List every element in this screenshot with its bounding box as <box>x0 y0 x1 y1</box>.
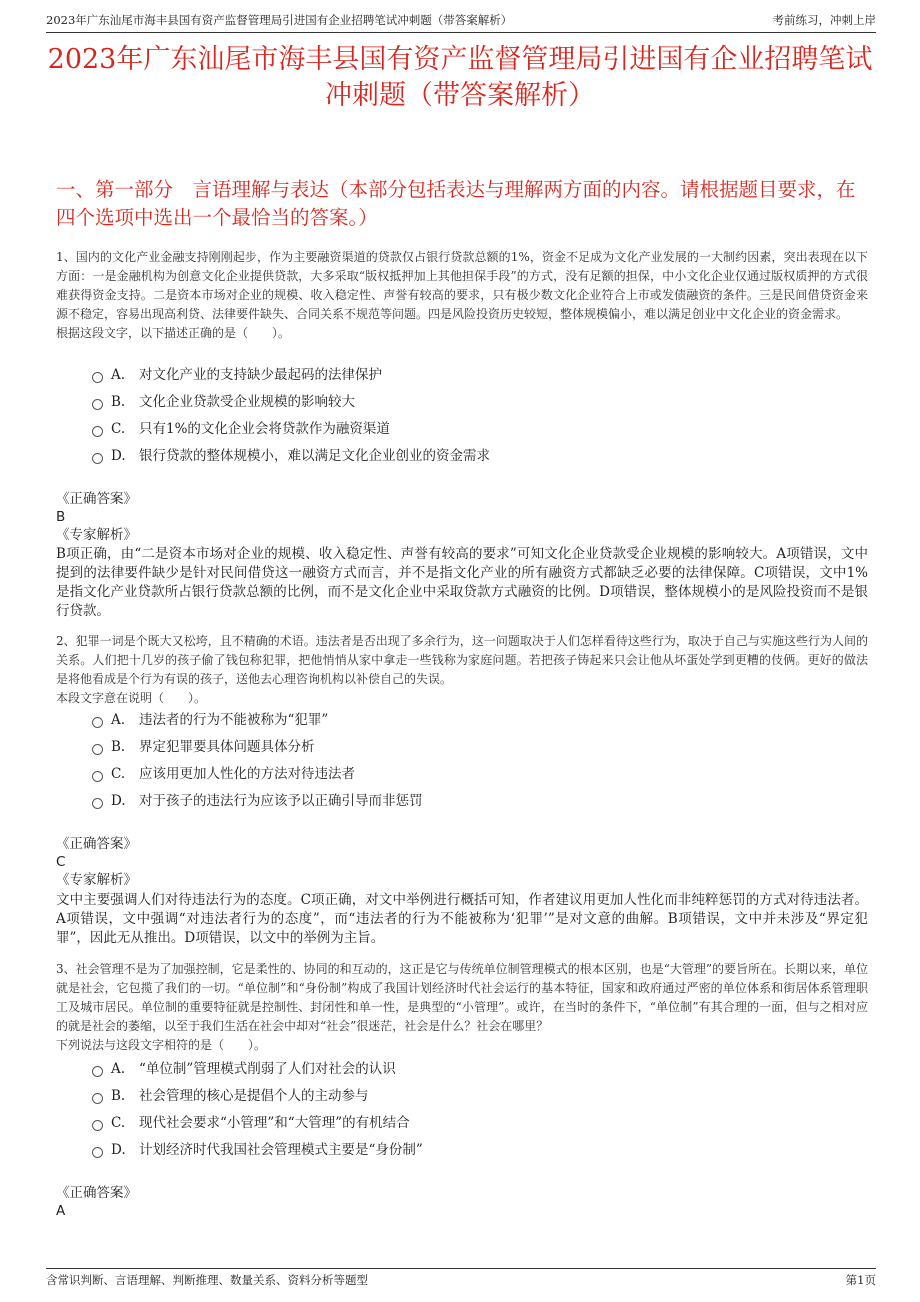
explanation-label: 《专家解析》 <box>56 527 137 543</box>
option-b[interactable]: B. 文化企业贷款受企业规模的影响较大 <box>92 391 490 418</box>
question-prompt: 本段文字意在说明（ ）。 <box>56 691 207 705</box>
option-c[interactable]: C. 现代社会要求“小管理”和“大管理”的有机结合 <box>92 1112 423 1139</box>
radio-icon[interactable] <box>92 1120 103 1131</box>
option-a[interactable]: A. 对文化产业的支持缺少最起码的法律保护 <box>92 364 490 391</box>
radio-icon[interactable] <box>92 771 103 782</box>
question-stem: 2、犯罪一词是个既大又松垮，且不精确的术语。违法者是否出现了多余行为，这一问题取决于人们怎样看待这些行为，取决于自己与实施这些行为人间的关系。人们把十几岁的孩子偷了钱包称犯罪，把他悄悄从家中拿走一些钱称为家庭问题。若把孩子铸起来只会让他从坏蛋处学到更糟的伎俩。更好的做法是将他看成是个行为有误的孩子，送他去心理咨询机构以补偿自己的失误。 <box>56 634 868 686</box>
header-slogan: 考前练习，冲刺上岸 <box>772 13 876 27</box>
answer-value: A <box>56 1203 66 1219</box>
page-footer <box>46 1268 876 1291</box>
options-group-1 <box>92 364 490 472</box>
question-3 <box>56 960 868 1055</box>
answer-value: C <box>56 854 66 870</box>
radio-icon[interactable] <box>92 717 103 728</box>
page-number: 第1页 <box>845 1273 876 1287</box>
answer-block-3 <box>56 1184 868 1220</box>
radio-icon[interactable] <box>92 399 103 410</box>
question-prompt: 下列说法与这段文字相符的是（ ）。 <box>56 1038 267 1052</box>
explanation-label: 《专家解析》 <box>56 872 137 888</box>
radio-icon[interactable] <box>92 1066 103 1077</box>
radio-icon[interactable] <box>92 1147 103 1158</box>
answer-label: 《正确答案》 <box>56 491 137 507</box>
explanation-2: 文中主要强调人们对待违法行为的态度。C项正确，对文中举例进行概括可知，作者建议用更加人性化而非纯粹惩罚的方式对待违法者。A项错误，文中强调“对违法者行为的态度”，而“违法者的行为不能被称为‘犯罪’”是对文意的曲解。B项错误，文中并未涉及“界定犯罪”，因此无从推出。D项错误，以文中的举例为主旨。 <box>56 892 868 946</box>
radio-icon[interactable] <box>92 372 103 383</box>
options-group-3 <box>92 1058 423 1166</box>
radio-icon[interactable] <box>92 798 103 809</box>
option-c[interactable]: C. 只有1%的文化企业会将贷款作为融资渠道 <box>92 418 490 445</box>
option-a[interactable]: A. “单位制”管理模式削弱了人们对社会的认识 <box>92 1058 423 1085</box>
answer-value: B <box>56 509 66 525</box>
question-1 <box>56 248 868 343</box>
answer-label: 《正确答案》 <box>56 1185 137 1201</box>
question-prompt: 根据这段文字，以下描述正确的是（ ）。 <box>56 326 291 340</box>
option-d[interactable]: D. 银行贷款的整体规模小，难以满足文化企业创业的资金需求 <box>92 445 490 472</box>
section-heading: 一、第一部分 言语理解与表达（本部分包括表达与理解两方面的内容。请根据题目要求，在四个选项中选出一个最恰当的答案。） <box>56 178 856 229</box>
option-b[interactable]: B. 界定犯罪要具体问题具体分析 <box>92 736 423 763</box>
footer-note: 含常识判断、言语理解、判断推理、数量关系、资料分析等题型 <box>46 1273 368 1287</box>
option-d[interactable]: D. 计划经济时代我国社会管理模式主要是“身份制” <box>92 1139 423 1166</box>
option-d[interactable]: D. 对于孩子的违法行为应该予以正确引导而非惩罚 <box>92 790 423 817</box>
options-group-2 <box>92 709 423 817</box>
option-a[interactable]: A. 违法者的行为不能被称为“犯罪” <box>92 709 423 736</box>
radio-icon[interactable] <box>92 453 103 464</box>
explanation-1: B项正确，由“二是资本市场对企业的规模、收入稳定性、声誉有较高的要求”可知文化企业贷款受企业规模的影响较大。A项错误，文中提到的法律要件缺少是针对民间借贷这一融资方式而言，并不是指文化产业的所有融资方式都缺乏必要的法律保障。C项错误，文中1%是指文化产业贷款所占银行贷款总额的比例，而不是文化企业中采取贷款方式融资的比例。D项错误，整体规模小的是风险投资而不是银行贷款。 <box>56 546 868 619</box>
answer-block-2 <box>56 835 868 889</box>
radio-icon[interactable] <box>92 1093 103 1104</box>
option-c[interactable]: C. 应该用更加人性化的方法对待违法者 <box>92 763 423 790</box>
header-doc-title: 2023年广东汕尾市海丰县国有资产监督管理局引进国有企业招聘笔试冲刺题（带答案解析） <box>46 13 513 27</box>
document-title: 2023年广东汕尾市海丰县国有资产监督管理局引进国有企业招聘笔试冲刺题（带答案解析） <box>47 44 873 111</box>
page-header <box>46 10 876 33</box>
radio-icon[interactable] <box>92 744 103 755</box>
question-2 <box>56 632 868 708</box>
question-stem: 1、国内的文化产业金融支持刚刚起步，作为主要融资渠道的贷款仅占银行贷款总额的1%，资金不足成为文化产业发展的一大制约因素，突出表现在以下方面：一是金融机构为创意文化企业提供贷款，大多采取“版权抵押加上其他担保手段”的方式，没有足额的担保，中小文化企业仅通过版权质押的方式很难获得资金支持。二是资本市场对企业的规模、收入稳定性、声誉有较高的要求，只有极少数文化企业符合上市或发债融资的条件。三是民间借贷资金来源不稳定，容易出现高利贷、法律要件缺失、合同关系不规范等问题。四是风险投资历史较短，整体规模偏小，难以满足创业中文化企业的资金需求。 <box>56 250 868 321</box>
answer-label: 《正确答案》 <box>56 836 137 852</box>
radio-icon[interactable] <box>92 426 103 437</box>
question-stem: 3、社会管理不是为了加强控制，它是柔性的、协同的和互动的，这正是它与传统单位制管理模式的根本区别，也是“大管理”的要旨所在。长期以来，单位就是社会，它包揽了我们的一切。“单位制”和“身份制”构成了我国计划经济时代社会运行的基本特征，国家和政府通过严密的单位体系和街居体系管理职工及城市居民。单位制的重要特征就是控制性、封闭性和单一性，是典型的“小管理”。或许，在当时的条件下，“单位制”有其合理的一面，但与之相对应的就是社会的萎缩，以至于我们生活在社会中却对“社会”很迷茫，社会是什么？社会在哪里？ <box>56 962 868 1033</box>
option-b[interactable]: B. 社会管理的核心是提倡个人的主动参与 <box>92 1085 423 1112</box>
answer-block-1 <box>56 490 868 544</box>
